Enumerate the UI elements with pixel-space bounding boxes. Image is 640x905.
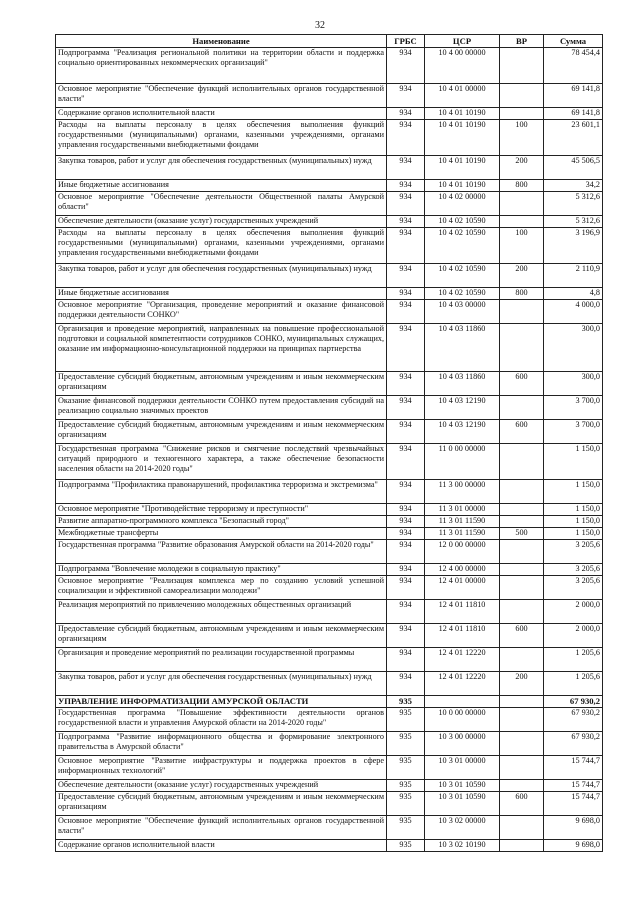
- row-csr-cell: 10 4 01 10190: [425, 120, 500, 156]
- row-name-cell: Подпрограмма "Развитие информационного общества и формирование электронного правительства в Амурской области": [56, 732, 387, 756]
- row-sum-cell: 1 150,0: [544, 444, 603, 480]
- row-grbs-cell: 934: [387, 504, 425, 516]
- row-vr-cell: [500, 48, 544, 84]
- row-sum-cell: 3 205,6: [544, 576, 603, 600]
- row-vr-cell: [500, 504, 544, 516]
- row-vr-cell: 200: [500, 264, 544, 288]
- row-grbs-cell: 934: [387, 540, 425, 564]
- row-grbs-cell: 934: [387, 120, 425, 156]
- row-sum-cell: 2 000,0: [544, 624, 603, 648]
- row-vr-cell: 800: [500, 180, 544, 192]
- row-name-cell: Подпрограмма "Реализация региональной политики на территории области и поддержка социально ориентированных некоммерческих организаций": [56, 48, 387, 84]
- row-grbs-cell: 935: [387, 756, 425, 780]
- header-name: Наименование: [56, 35, 387, 48]
- row-csr-cell: 10 4 03 00000: [425, 300, 500, 324]
- row-csr-cell: 10 4 03 12190: [425, 420, 500, 444]
- row-grbs-cell: 934: [387, 564, 425, 576]
- table-row: [56, 420, 603, 444]
- row-csr-cell: 12 4 01 00000: [425, 576, 500, 600]
- table-row: [56, 264, 603, 288]
- table-row: [56, 696, 603, 708]
- row-vr-cell: [500, 816, 544, 840]
- table-row: [56, 840, 603, 852]
- row-grbs-cell: 935: [387, 780, 425, 792]
- row-csr-cell: 10 4 03 11860: [425, 324, 500, 372]
- row-csr-cell: 10 4 01 10190: [425, 108, 500, 120]
- row-grbs-cell: 934: [387, 288, 425, 300]
- row-sum-cell: 9 698,0: [544, 816, 603, 840]
- row-vr-cell: [500, 480, 544, 504]
- row-sum-cell: 3 205,6: [544, 564, 603, 576]
- row-vr-cell: [500, 216, 544, 228]
- row-csr-cell: 11 3 00 00000: [425, 480, 500, 504]
- table-row: [56, 228, 603, 264]
- row-name-cell: Подпрограмма "Вовлечение молодежи в социальную практику": [56, 564, 387, 576]
- table-row: [56, 576, 603, 600]
- row-grbs-cell: 935: [387, 792, 425, 816]
- row-sum-cell: 3 700,0: [544, 420, 603, 444]
- row-vr-cell: [500, 756, 544, 780]
- row-sum-cell: 3 700,0: [544, 396, 603, 420]
- row-grbs-cell: 934: [387, 624, 425, 648]
- row-grbs-cell: 934: [387, 528, 425, 540]
- row-vr-cell: [500, 648, 544, 672]
- row-name-cell: Иные бюджетные ассигнования: [56, 180, 387, 192]
- table-row: [56, 396, 603, 420]
- row-grbs-cell: 934: [387, 396, 425, 420]
- row-vr-cell: [500, 708, 544, 732]
- row-sum-cell: 15 744,7: [544, 792, 603, 816]
- row-grbs-cell: 934: [387, 192, 425, 216]
- row-grbs-cell: 935: [387, 840, 425, 852]
- row-sum-cell: 15 744,7: [544, 756, 603, 780]
- row-vr-cell: [500, 108, 544, 120]
- table-row: [56, 540, 603, 564]
- row-vr-cell: 600: [500, 372, 544, 396]
- row-vr-cell: [500, 840, 544, 852]
- table-row: [56, 444, 603, 480]
- row-grbs-cell: 934: [387, 516, 425, 528]
- row-grbs-cell: 934: [387, 264, 425, 288]
- row-csr-cell: 10 4 03 12190: [425, 396, 500, 420]
- row-sum-cell: 4,8: [544, 288, 603, 300]
- table-body: [56, 48, 603, 852]
- row-vr-cell: [500, 516, 544, 528]
- table-row: [56, 648, 603, 672]
- table-row: [56, 672, 603, 696]
- row-name-cell: Закупка товаров, работ и услуг для обеспечения государственных (муниципальных) нужд: [56, 264, 387, 288]
- row-grbs-cell: 934: [387, 108, 425, 120]
- row-csr-cell: 12 4 01 11810: [425, 600, 500, 624]
- header-csr: ЦСР: [425, 35, 500, 48]
- row-sum-cell: 2 000,0: [544, 600, 603, 624]
- row-sum-cell: 78 454,4: [544, 48, 603, 84]
- row-name-cell: Основное мероприятие "Развитие инфраструктуры и поддержка проектов в сфере информационных технологий": [56, 756, 387, 780]
- table-row: [56, 732, 603, 756]
- row-name-cell: Государственная программа "Снижение рисков и смягчение последствий чрезвычайных ситуаций природного и техногенного характера, а также обеспечение безопасности населения области на 2014-2020 годы": [56, 444, 387, 480]
- row-grbs-cell: 934: [387, 216, 425, 228]
- row-sum-cell: 5 312,6: [544, 192, 603, 216]
- row-sum-cell: 300,0: [544, 372, 603, 396]
- row-sum-cell: 1 150,0: [544, 480, 603, 504]
- row-vr-cell: 200: [500, 156, 544, 180]
- table-row: [56, 48, 603, 84]
- row-csr-cell: 10 4 03 11860: [425, 372, 500, 396]
- row-name-cell: Закупка товаров, работ и услуг для обеспечения государственных (муниципальных) нужд: [56, 156, 387, 180]
- table-row: [56, 756, 603, 780]
- table-row: [56, 564, 603, 576]
- row-csr-cell: 12 4 01 12220: [425, 648, 500, 672]
- row-csr-cell: 10 4 00 00000: [425, 48, 500, 84]
- row-grbs-cell: 934: [387, 444, 425, 480]
- row-sum-cell: 67 930,2: [544, 708, 603, 732]
- row-vr-cell: 100: [500, 228, 544, 264]
- row-csr-cell: 10 4 01 00000: [425, 84, 500, 108]
- row-grbs-cell: 935: [387, 696, 425, 708]
- row-name-cell: Основное мероприятие "Обеспечение функций исполнительных органов государственной власти": [56, 816, 387, 840]
- row-csr-cell: 10 4 02 10590: [425, 216, 500, 228]
- row-csr-cell: 10 3 01 10590: [425, 792, 500, 816]
- row-sum-cell: 1 150,0: [544, 504, 603, 516]
- table-row: [56, 528, 603, 540]
- table-row: [56, 288, 603, 300]
- row-sum-cell: 9 698,0: [544, 840, 603, 852]
- row-vr-cell: 800: [500, 288, 544, 300]
- row-sum-cell: 1 205,6: [544, 648, 603, 672]
- row-grbs-cell: 934: [387, 228, 425, 264]
- row-vr-cell: [500, 600, 544, 624]
- table-row: [56, 324, 603, 372]
- page-number: 32: [315, 20, 325, 31]
- table-row: [56, 480, 603, 504]
- row-grbs-cell: 934: [387, 156, 425, 180]
- row-name-cell: Межбюджетные трансферты: [56, 528, 387, 540]
- row-name-cell: Предоставление субсидий бюджетным, автономным учреждениям и иным некоммерческим организациям: [56, 792, 387, 816]
- row-sum-cell: 1 150,0: [544, 516, 603, 528]
- table-row: [56, 180, 603, 192]
- row-grbs-cell: 934: [387, 600, 425, 624]
- row-sum-cell: 3 205,6: [544, 540, 603, 564]
- row-csr-cell: 11 3 01 11590: [425, 516, 500, 528]
- row-vr-cell: [500, 576, 544, 600]
- table-row: [56, 516, 603, 528]
- row-sum-cell: 15 744,7: [544, 780, 603, 792]
- row-name-cell: Государственная программа "Повышение эффективности деятельности органов государственной власти и управления Амурской области на 2014-2020 годы": [56, 708, 387, 732]
- row-grbs-cell: 934: [387, 48, 425, 84]
- row-csr-cell: 11 3 01 11590: [425, 528, 500, 540]
- row-name-cell: Обеспечение деятельности (оказание услуг) государственных учреждений: [56, 780, 387, 792]
- row-sum-cell: 300,0: [544, 324, 603, 372]
- row-csr-cell: 12 4 00 00000: [425, 564, 500, 576]
- row-name-cell: Предоставление субсидий бюджетным, автономным учреждениям и иным некоммерческим организациям: [56, 624, 387, 648]
- table-row: [56, 600, 603, 624]
- row-name-cell: Основное мероприятие "Обеспечение деятельности Общественной палаты Амурской области": [56, 192, 387, 216]
- row-csr-cell: 10 3 02 10190: [425, 840, 500, 852]
- row-grbs-cell: 934: [387, 84, 425, 108]
- row-vr-cell: 600: [500, 624, 544, 648]
- row-name-cell: Оказание финансовой поддержки деятельности СОНКО путем предоставления субсидий на реализацию социально значимых проектов: [56, 396, 387, 420]
- row-vr-cell: 200: [500, 672, 544, 696]
- row-name-cell: Основное мероприятие "Противодействие терроризму и преступности": [56, 504, 387, 516]
- row-name-cell: Расходы на выплаты персоналу в целях обеспечения выполнения функций государственными (муниципальными) органами, казенными учреждениями, органами управления государственными внебюджетными фондами: [56, 120, 387, 156]
- row-sum-cell: 4 000,0: [544, 300, 603, 324]
- row-vr-cell: [500, 84, 544, 108]
- row-sum-cell: 34,2: [544, 180, 603, 192]
- row-csr-cell: 10 4 02 10590: [425, 228, 500, 264]
- row-grbs-cell: 935: [387, 708, 425, 732]
- row-name-cell: Предоставление субсидий бюджетным, автономным учреждениям и иным некоммерческим организациям: [56, 372, 387, 396]
- row-name-cell: Содержание органов исполнительной власти: [56, 108, 387, 120]
- row-csr-cell: 10 0 00 00000: [425, 708, 500, 732]
- table-row: [56, 120, 603, 156]
- table-row: [56, 216, 603, 228]
- table-row: [56, 372, 603, 396]
- row-sum-cell: 69 141,8: [544, 108, 603, 120]
- row-sum-cell: 1 150,0: [544, 528, 603, 540]
- row-csr-cell: [425, 696, 500, 708]
- row-vr-cell: [500, 696, 544, 708]
- row-name-cell: Организация и проведение мероприятий, направленных на повышение профессиональной подготовки и социальной компетентности сотрудников СОНКО, муниципальных служащих, оказание им информационно-консультационной поддержки на принципах партнерства: [56, 324, 387, 372]
- row-name-cell: Государственная программа "Развитие образования Амурской области на 2014-2020 годы": [56, 540, 387, 564]
- table-row: [56, 300, 603, 324]
- row-name-cell: Основное мероприятие "Обеспечение функций исполнительных органов государственной власти": [56, 84, 387, 108]
- row-name-cell: Содержание органов исполнительной власти: [56, 840, 387, 852]
- row-grbs-cell: 934: [387, 576, 425, 600]
- header-grbs: ГРБС: [387, 35, 425, 48]
- row-grbs-cell: 934: [387, 480, 425, 504]
- row-name-cell: Иные бюджетные ассигнования: [56, 288, 387, 300]
- header-sum: Сумма: [544, 35, 603, 48]
- row-name-cell: УПРАВЛЕНИЕ ИНФОРМАТИЗАЦИИ АМУРСКОЙ ОБЛАСТИ: [56, 696, 387, 708]
- row-sum-cell: 45 506,5: [544, 156, 603, 180]
- row-csr-cell: 10 4 02 10590: [425, 288, 500, 300]
- row-grbs-cell: 934: [387, 672, 425, 696]
- row-sum-cell: 67 930,2: [544, 696, 603, 708]
- row-name-cell: Развитие аппаратно-программного комплекса "Безопасный город": [56, 516, 387, 528]
- row-name-cell: Предоставление субсидий бюджетным, автономным учреждениям и иным некоммерческим организациям: [56, 420, 387, 444]
- row-sum-cell: 23 601,1: [544, 120, 603, 156]
- table-row: [56, 84, 603, 108]
- row-sum-cell: 67 930,2: [544, 732, 603, 756]
- row-csr-cell: 12 4 01 11810: [425, 624, 500, 648]
- row-grbs-cell: 935: [387, 816, 425, 840]
- row-name-cell: Расходы на выплаты персоналу в целях обеспечения выполнения функций государственными (муниципальными) органами, казенными учреждениями, органами управления государственными внебюджетными фондами: [56, 228, 387, 264]
- row-vr-cell: 100: [500, 120, 544, 156]
- header-vr: ВР: [500, 35, 544, 48]
- row-grbs-cell: 934: [387, 324, 425, 372]
- row-vr-cell: 600: [500, 792, 544, 816]
- row-vr-cell: [500, 396, 544, 420]
- row-csr-cell: 10 4 01 10190: [425, 156, 500, 180]
- row-vr-cell: [500, 192, 544, 216]
- row-vr-cell: 500: [500, 528, 544, 540]
- row-name-cell: Закупка товаров, работ и услуг для обеспечения государственных (муниципальных) нужд: [56, 672, 387, 696]
- row-sum-cell: 69 141,8: [544, 84, 603, 108]
- table-row: [56, 792, 603, 816]
- row-vr-cell: [500, 444, 544, 480]
- row-grbs-cell: 935: [387, 732, 425, 756]
- table-row: [56, 816, 603, 840]
- row-csr-cell: 10 4 02 00000: [425, 192, 500, 216]
- row-grbs-cell: 934: [387, 180, 425, 192]
- table-row: [56, 708, 603, 732]
- row-vr-cell: [500, 300, 544, 324]
- row-vr-cell: [500, 564, 544, 576]
- table-row: [56, 192, 603, 216]
- budget-table: [55, 34, 603, 852]
- row-grbs-cell: 934: [387, 300, 425, 324]
- row-csr-cell: 11 0 00 00000: [425, 444, 500, 480]
- table-header-row: [56, 35, 603, 48]
- table-row: [56, 504, 603, 516]
- row-csr-cell: 12 0 00 00000: [425, 540, 500, 564]
- row-name-cell: Реализация мероприятий по привлечению молодежных общественных организаций: [56, 600, 387, 624]
- row-name-cell: Обеспечение деятельности (оказание услуг) государственных учреждений: [56, 216, 387, 228]
- row-csr-cell: 10 3 02 00000: [425, 816, 500, 840]
- row-csr-cell: 10 3 01 00000: [425, 756, 500, 780]
- row-vr-cell: 600: [500, 420, 544, 444]
- table-row: [56, 780, 603, 792]
- row-vr-cell: [500, 540, 544, 564]
- row-vr-cell: [500, 732, 544, 756]
- row-name-cell: Организация и проведение мероприятий по реализации государственной программы: [56, 648, 387, 672]
- table-row: [56, 624, 603, 648]
- row-sum-cell: 2 110,9: [544, 264, 603, 288]
- table-row: [56, 108, 603, 120]
- row-grbs-cell: 934: [387, 372, 425, 396]
- table-row: [56, 156, 603, 180]
- row-csr-cell: 10 4 02 10590: [425, 264, 500, 288]
- row-grbs-cell: 934: [387, 648, 425, 672]
- row-csr-cell: 11 3 01 00000: [425, 504, 500, 516]
- row-csr-cell: 10 4 01 10190: [425, 180, 500, 192]
- row-csr-cell: 10 3 00 00000: [425, 732, 500, 756]
- row-name-cell: Основное мероприятие "Реализация комплекса мер по созданию условий успешной социализации и эффективной самореализации молодежи": [56, 576, 387, 600]
- row-grbs-cell: 934: [387, 420, 425, 444]
- row-sum-cell: 1 205,6: [544, 672, 603, 696]
- row-vr-cell: [500, 324, 544, 372]
- row-sum-cell: 3 196,9: [544, 228, 603, 264]
- row-csr-cell: 12 4 01 12220: [425, 672, 500, 696]
- row-csr-cell: 10 3 01 10590: [425, 780, 500, 792]
- row-sum-cell: 5 312,6: [544, 216, 603, 228]
- row-name-cell: Основное мероприятие "Организация, проведение мероприятий и оказание финансовой поддержки деятельности СОНКО": [56, 300, 387, 324]
- row-name-cell: Подпрограмма "Профилактика правонарушений, профилактика терроризма и экстремизма": [56, 480, 387, 504]
- row-vr-cell: [500, 780, 544, 792]
